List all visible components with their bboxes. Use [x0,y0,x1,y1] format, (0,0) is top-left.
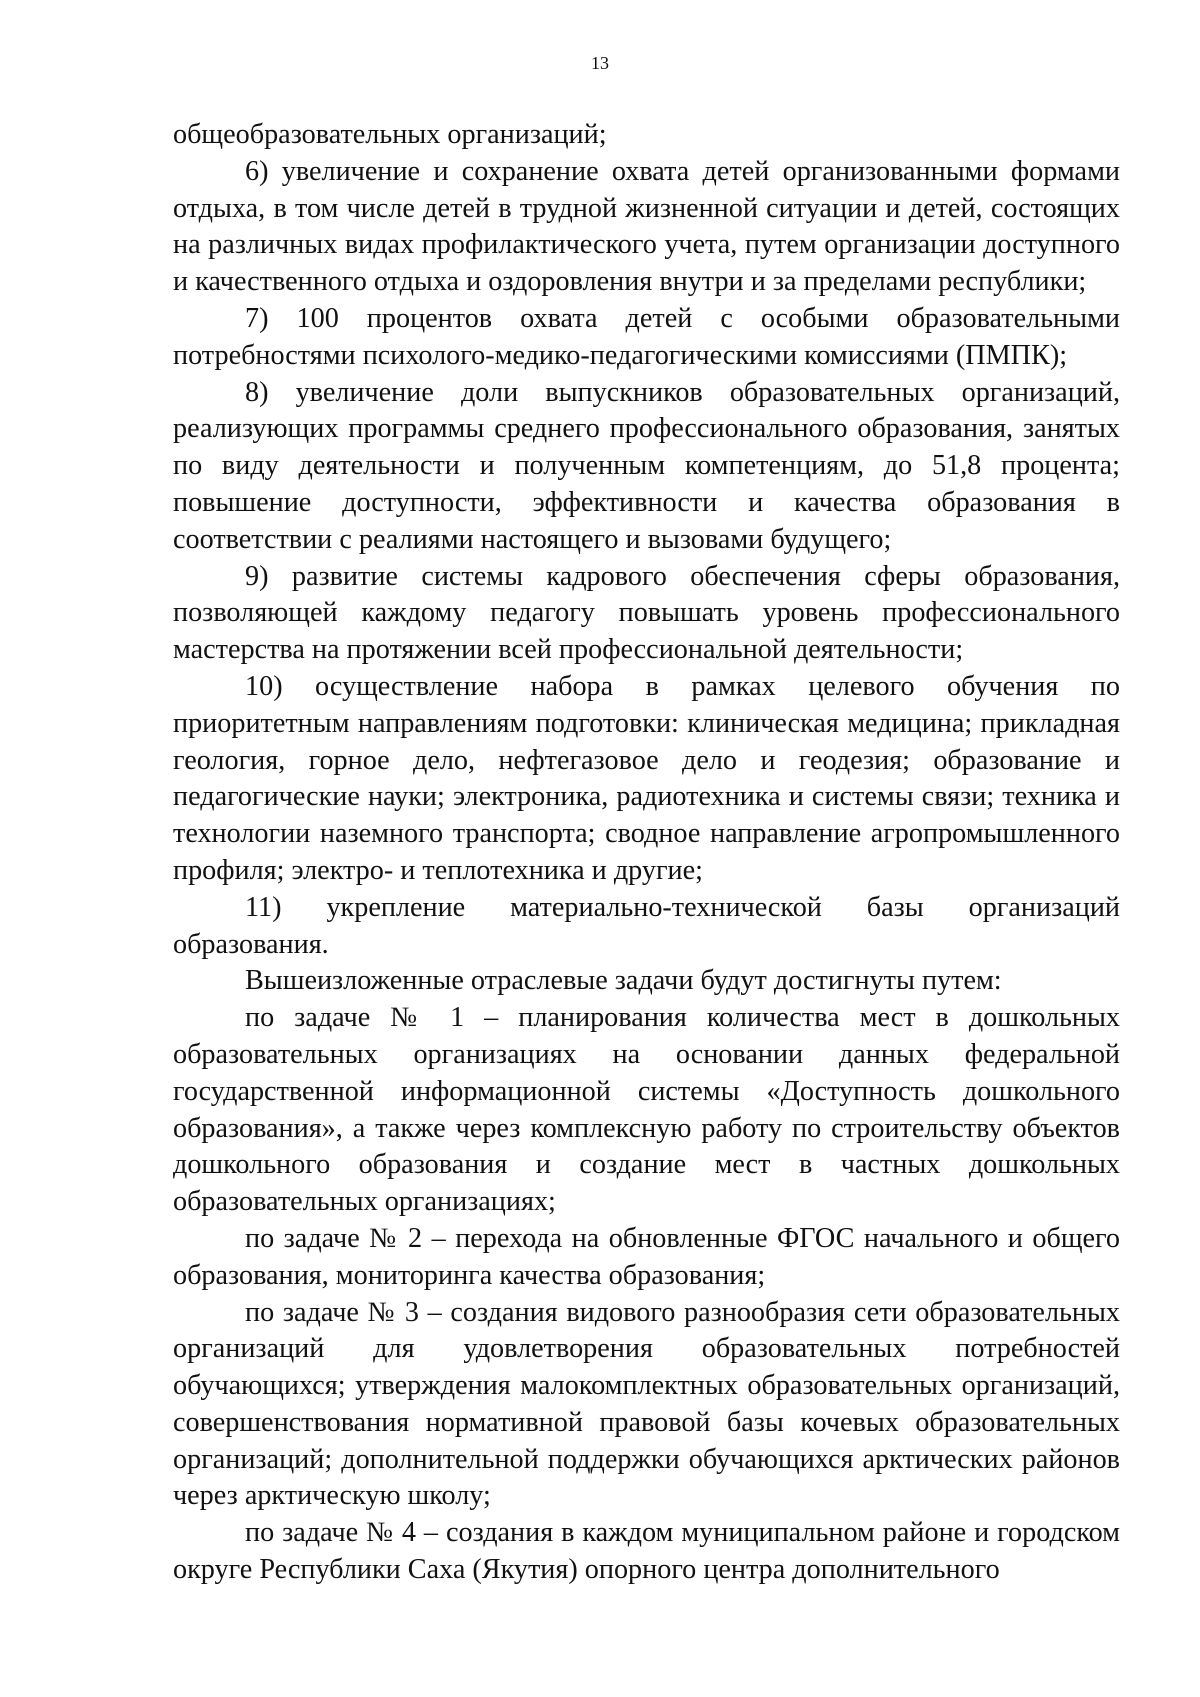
paragraph-task-3: по задаче № 3 – создания видового разнообразия сети образовательных организаций для удовлетворения образовательных потребностей обучающихся; утверждения малокомплектных образовательных организаций, совершенствования нормативной правовой базы кочевых образовательных организаций; дополнительной поддержки обучающихся арктических районов через арктическую школу; [173,1296,1120,1512]
paragraph-task-4: по задаче № 4 – создания в каждом муниципальном районе и городском округе Республики Саха (Якутия) опорного центра дополнительного [173,1517,1120,1586]
paragraph-item-8: 8) увеличение доли выпускников образовательных организаций, реализующих программы среднего профессионального образования, занятых по виду деятельности и полученным компетенциям, до 51,8 процента; повышение доступности, эффективности и качества образования в соответствии с реалиями настоящего и вызовами будущего; [173,376,1120,555]
document-body [173,117,1120,1589]
page-number: 13 [591,53,609,73]
paragraph-item-6: 6) увеличение и сохранение охвата детей организованными формами отдыха, в том числе детей в трудной жизненной ситуации и детей, состоящих на различных видах профилактического учета, путем организации доступного и качественного отдыха и оздоровления внутри и за пределами республики; [173,155,1120,298]
paragraph-item-9: 9) развитие системы кадрового обеспечения сферы образования, позволяющей каждому педагогу повышать уровень профессионального мастерства на протяжении всей профессиональной деятельности; [173,560,1120,666]
paragraph-item-11: 11) укрепление материально-технической базы организаций образования. [173,891,1120,960]
paragraph-task-2: по задаче № 2 – перехода на обновленные ФГОС начального и общего образования, мониторинга качества образования; [173,1222,1120,1291]
paragraph-item-7: 7) 100 процентов охвата детей с особыми образовательными потребностями психолого-медико-педагогическими комиссиями (ПМПК); [173,302,1120,371]
paragraph-tasks-intro: Вышеизложенные отраслевые задачи будут достигнуты путем: [245,965,1002,997]
paragraph-item-10: 10) осуществление набора в рамках целевого обучения по приоритетным направлениям подготовки: клиническая медицина; прикладная геология, горное дело, нефтегазовое дело и геодезия; образование и педагогические науки; электроника, радиотехника и системы связи; техника и технологии наземного транспорта; сводное направление агропромышленного профиля; электро- и теплотехника и другие; [173,670,1120,886]
paragraph-continuation: общеобразовательных организаций; [173,119,607,150]
paragraph-task-1: по задаче № 1 – планирования количества мест в дошкольных образовательных организациях на основании данных федеральной государственной информационной системы «Доступность дошкольного образования», а также через комплексную работу по строительству объектов дошкольного образования и создание мест в частных дошкольных образовательных организациях; [173,1002,1120,1218]
